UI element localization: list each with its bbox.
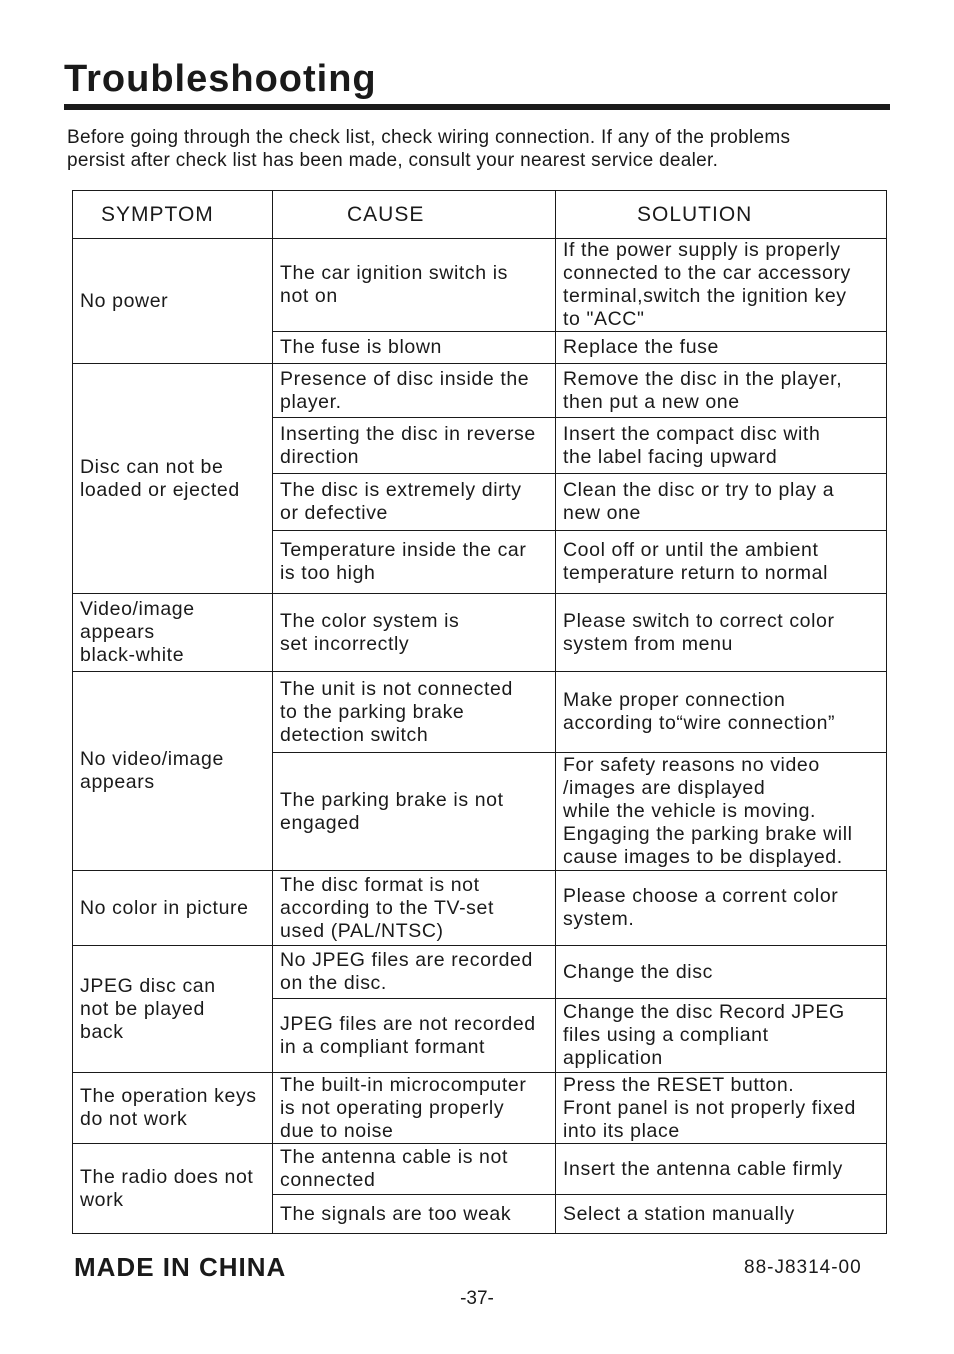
solution-cell: Change the disc	[556, 946, 887, 999]
cause-cell: JPEG files are not recorded in a compliant formant	[273, 999, 556, 1073]
cause-cell: The antenna cable is not connected	[273, 1144, 556, 1195]
cause-cell: The disc format is not according to the TV-set used (PAL/NTSC)	[273, 871, 556, 946]
cause-cell: No JPEG files are recorded on the disc.	[273, 946, 556, 999]
solution-cell: Clean the disc or try to play a new one	[556, 474, 887, 531]
symptom-cell: No power	[73, 239, 273, 364]
model-code: 88-J8314-00	[744, 1257, 862, 1278]
table-row	[73, 594, 887, 672]
table-row	[73, 1144, 887, 1195]
title-divider	[64, 104, 890, 110]
symptom-header: SYMPTOM	[73, 191, 273, 239]
table-header-row	[73, 191, 887, 239]
cause-cell: The built-in microcomputer is not operating properly due to noise	[273, 1073, 556, 1144]
symptom-cell: Disc can not be loaded or ejected	[73, 364, 273, 594]
table-row	[73, 946, 887, 999]
symptom-cell: The radio does not work	[73, 1144, 273, 1234]
symptom-cell: No video/image appears	[73, 672, 273, 871]
table-row	[73, 364, 887, 418]
page-title: Troubleshooting	[64, 58, 377, 100]
solution-cell: Insert the antenna cable firmly	[556, 1144, 887, 1195]
symptom-cell: The operation keys do not work	[73, 1073, 273, 1144]
table-row	[73, 239, 887, 332]
solution-cell: Press the RESET button. Front panel is not properly fixed into its place	[556, 1073, 887, 1144]
made-in-label: MADE IN CHINA	[74, 1252, 287, 1282]
symptom-cell: Video/image appears black-white	[73, 594, 273, 672]
cause-cell: The disc is extremely dirty or defective	[273, 474, 556, 531]
solution-header: SOLUTION	[556, 191, 887, 239]
solution-cell: Make proper connection according to“wire connection”	[556, 672, 887, 753]
symptom-cell: JPEG disc can not be played back	[73, 946, 273, 1073]
solution-cell: Please switch to correct color system from menu	[556, 594, 887, 672]
cause-cell: Inserting the disc in reverse direction	[273, 418, 556, 474]
table-row	[73, 672, 887, 753]
solution-cell: Please choose a corrent color system.	[556, 871, 887, 946]
cause-cell: The parking brake is not engaged	[273, 753, 556, 871]
solution-cell: Cool off or until the ambient temperature return to normal	[556, 531, 887, 594]
cause-cell: Temperature inside the car is too high	[273, 531, 556, 594]
solution-cell: Change the disc Record JPEG files using a compliant application	[556, 999, 887, 1073]
cause-cell: The fuse is blown	[273, 332, 556, 364]
troubleshooting-table	[72, 190, 887, 1234]
cause-cell: The car ignition switch is not on	[273, 239, 556, 332]
cause-cell: Presence of disc inside the player.	[273, 364, 556, 418]
solution-cell: Insert the compact disc with the label facing upward	[556, 418, 887, 474]
solution-cell: Select a station manually	[556, 1195, 887, 1234]
cause-cell: The unit is not connected to the parking brake detection switch	[273, 672, 556, 753]
table-row	[73, 871, 887, 946]
solution-cell: Replace the fuse	[556, 332, 887, 364]
table-row	[73, 1073, 887, 1144]
symptom-cell: No color in picture	[73, 871, 273, 946]
cause-cell: The color system is set incorrectly	[273, 594, 556, 672]
solution-cell: For safety reasons no video /images are displayed while the vehicle is moving. Engaging the parking brake will cause images to be displayed.	[556, 753, 887, 871]
intro-paragraph: Before going through the check list, check wiring connection. If any of the problems persist after check list has been made, consult your nearest service dealer.	[67, 127, 791, 171]
cause-header: CAUSE	[273, 191, 556, 239]
cause-cell: The signals are too weak	[273, 1195, 556, 1234]
solution-cell: Remove the disc in the player, then put a new one	[556, 364, 887, 418]
solution-cell: If the power supply is properly connected to the car accessory terminal,switch the ignition key to "ACC"	[556, 239, 887, 332]
page-number: -37-	[460, 1288, 494, 1309]
